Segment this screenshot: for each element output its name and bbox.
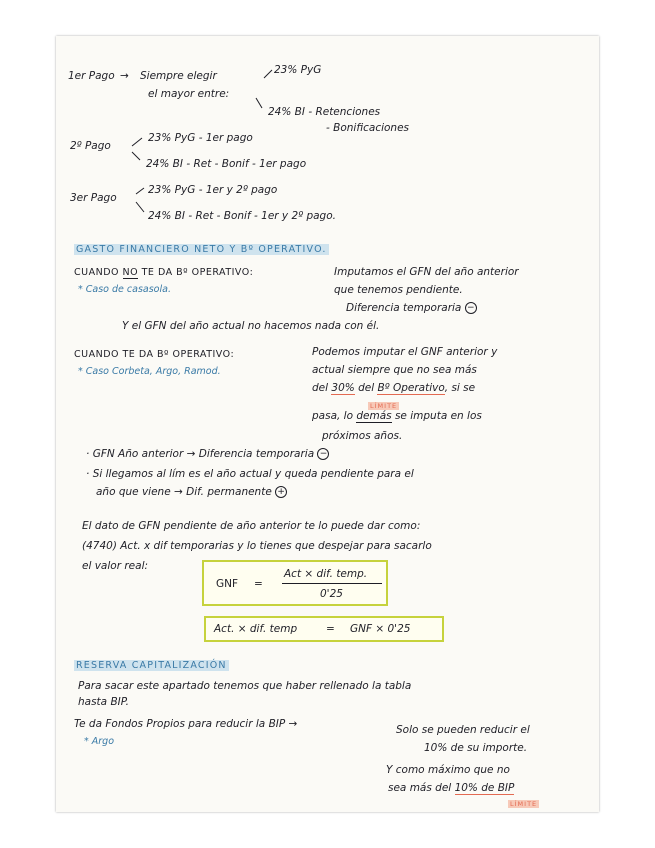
section-2-line-3-left: Te da Fondos Propios para reducir la BIP → (74, 718, 298, 730)
payment-2-label: 2º Pago (70, 140, 111, 152)
case-1-note: * Caso de casasola. (78, 284, 171, 295)
bullet-dot-icon: · (86, 468, 90, 480)
payment-1-label: 1er Pago (68, 70, 115, 82)
fraction-bar (282, 583, 382, 584)
case-2-right-3-pre: del (312, 382, 332, 394)
bullet-3-text: año que viene → Dif. permanente (96, 486, 272, 498)
section-2-note: * Argo (84, 736, 115, 747)
section-2-line-1: Para sacar este apartado tenemos que haber rellenado la tabla (78, 680, 412, 692)
limite-badge-2: LÍMITE (510, 800, 538, 808)
formula-2-lhs: Act. × dif. temp (214, 623, 298, 635)
case-2-right-4 (312, 410, 482, 423)
payment-2-line-1: 23% PyG - 1er pago (148, 132, 253, 144)
formula-box-1 (202, 560, 388, 606)
case-2-right-4-pre: pasa, lo (312, 410, 357, 422)
case-2-bo-operativo: Bº Operativo (377, 382, 445, 394)
payment-3-line-1: 23% PyG - 1er y 2º pago (148, 184, 278, 196)
payment-1-text-1: Siempre elegir (140, 70, 217, 82)
case-2-limit-percent: 30% (331, 382, 355, 394)
paragraph-line-1: El dato de GFN pendiente de año anterior te lo puede dar como: (82, 520, 421, 532)
formula-2-eq: = (326, 623, 335, 635)
section-2-right-1: Solo se pueden reducir el (396, 724, 530, 736)
bullet-2 (86, 468, 414, 481)
bullet-1-text: GFN Año anterior → Diferencia temporaria (92, 448, 315, 460)
case-2-label: CUANDO TE DA Bº OPERATIVO: (74, 349, 235, 360)
case-1-right-3-text: Diferencia temporaria (346, 302, 462, 314)
payment-3-line-2: 24% BI - Ret - Bonif - 1er y 2º pago. (148, 210, 336, 222)
paragraph-line-2: (4740) Act. x dif temporarias y lo tienes que despejar para sacarlo (82, 540, 432, 552)
handwritten-strokes (56, 36, 599, 812)
minus-circle-icon: − (317, 448, 329, 460)
notebook-page (56, 36, 599, 812)
limite-badge: LÍMITE (370, 402, 398, 410)
plus-circle-icon: + (275, 486, 287, 498)
minus-circle-icon: − (465, 302, 477, 314)
case-2-right-3 (312, 382, 475, 395)
section-2-line-2: hasta BIP. (78, 696, 129, 708)
formula-1-eq: = (254, 578, 263, 590)
section-2-right-4 (388, 782, 514, 795)
case-1-right-3 (346, 302, 477, 315)
case-1-line-2: Y el GFN del año actual no hacemos nada con él. (122, 320, 380, 332)
section-2-right-2: 10% de su importe. (424, 742, 528, 754)
payment-1-option-c: - Bonificaciones (326, 122, 410, 134)
bullet-2-text: Si llegamos al lím es el año actual y queda pendiente para el (92, 468, 414, 480)
payment-3-label: 3er Pago (70, 192, 117, 204)
case-1-right-2: que tenemos pendiente. (334, 284, 463, 296)
case-1-label-pre: CUANDO (74, 267, 123, 278)
case-1-right-1: Imputamos el GFN del año anterior (334, 266, 519, 278)
section-2-right-4-pre: sea más del (388, 782, 455, 794)
section-2-limit-percent: 10% de BIP (454, 782, 515, 794)
payment-1-text-2: el mayor entre: (148, 88, 230, 100)
payment-1-option-b: 24% BI - Retenciones (268, 106, 381, 118)
section-heading-text: GASTO FINANCIERO NETO Y Bº OPERATIVO. (76, 244, 327, 255)
formula-1-lhs: GNF (216, 578, 239, 590)
formula-1-denominator: 0'25 (320, 588, 343, 600)
case-2-right-3-post: , si se (444, 382, 476, 394)
case-2-right-5: próximos años. (322, 430, 403, 442)
arrow-icon: → (120, 70, 129, 82)
section-2-right-3: Y como máximo que no (386, 764, 510, 776)
case-2-note: * Caso Corbeta, Argo, Ramod. (78, 366, 221, 377)
bullet-1 (86, 448, 329, 461)
case-1-label-post: TE DA Bº OPERATIVO: (138, 267, 254, 278)
case-2-right-1: Podemos imputar el GNF anterior y (312, 346, 498, 358)
case-1-label-no: NO (122, 267, 139, 278)
case-2-right-2: actual siempre que no sea más (312, 364, 477, 376)
section-2-heading-text: RESERVA CAPITALIZACIÓN (76, 660, 227, 671)
section-heading-reserva (74, 660, 229, 671)
payment-2-line-2: 24% BI - Ret - Bonif - 1er pago (146, 158, 307, 170)
formula-2-rhs: GNF × 0'25 (350, 623, 411, 635)
paragraph-line-3: el valor real: (82, 560, 149, 572)
formula-box-2 (204, 616, 444, 642)
case-2-demas: demás (356, 410, 392, 422)
bullet-dot-icon: · (86, 448, 90, 460)
bullet-2-continuation (96, 486, 287, 499)
case-2-right-3-mid: del (354, 382, 378, 394)
section-heading-gasto-financiero (74, 244, 329, 255)
payment-1-option-a: 23% PyG (274, 64, 322, 76)
case-1-label (74, 266, 253, 279)
formula-1-numerator: Act × dif. temp. (284, 568, 368, 580)
case-2-right-4-post: se imputa en los (391, 410, 482, 422)
